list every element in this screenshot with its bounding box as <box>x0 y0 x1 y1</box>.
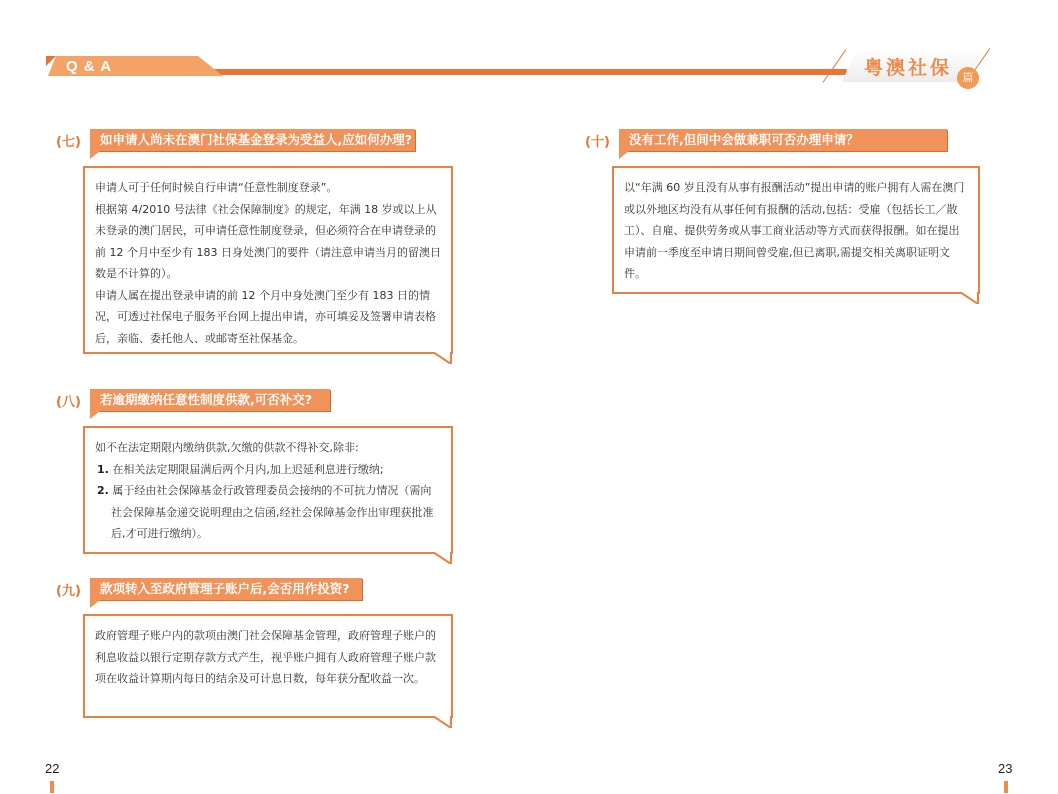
list-item: 2. 属于经由社会保障基金行政管理委员会接纳的不可抗力情况（需向社会保障基金递交说明理由之信函,经社会保障基金作出审理获批准后,才可进行缴纳）。 <box>97 484 434 540</box>
question-number: (七) <box>56 135 81 150</box>
question-title: 款项转入至政府管理子账户后,会否用作投资? <box>90 578 362 600</box>
speech-tail-icon <box>433 352 453 364</box>
answer-box <box>83 426 453 554</box>
qa-item-7 <box>56 129 456 369</box>
page-marker <box>50 781 54 793</box>
page-number-left: 22 <box>45 761 60 776</box>
header-corner-mark <box>46 56 56 66</box>
qa-item-10 <box>585 129 985 309</box>
speech-tail-icon <box>433 552 453 564</box>
qa-item-8 <box>56 389 456 564</box>
question-number: (八) <box>56 395 81 410</box>
answer-box <box>83 614 453 718</box>
speech-tail-icon <box>960 292 980 304</box>
answer-box <box>83 166 453 354</box>
qa-item-9 <box>56 578 456 728</box>
brand-title: 粤澳社保 <box>864 57 953 79</box>
brand-label <box>842 50 982 82</box>
decorative-slash <box>823 49 847 82</box>
question-title: 若逾期缴纳任意性制度供款,可否补交? <box>90 389 330 411</box>
header-rule <box>210 69 848 75</box>
brand-badge: 篇 <box>957 67 979 89</box>
question-title: 如申请人尚未在澳门社保基金登录为受益人,应如何办理? <box>90 129 415 151</box>
answer-intro: 如不在法定期限内缴纳供款,欠缴的供款不得补交,除非: <box>95 441 359 454</box>
page-number-right: 23 <box>998 761 1013 776</box>
question-number: (九) <box>56 584 81 599</box>
section-title: Q & A <box>66 58 113 75</box>
question-title: 没有工作,但间中会做兼职可否办理申请？ <box>619 129 947 151</box>
answer-paragraph: 申请人可于任何时候自行申请“任意性制度登录”。 <box>95 181 338 194</box>
speech-tail-icon <box>433 716 453 728</box>
answer-paragraph: 申请人属在提出登录申请的前 12 个月中身处澳门至少有 183 日的情况，可透过社保电子服务平台网上提出申请，亦可填妥及签署申请表格后，亲临、委托他人、或邮寄至社保基金。 <box>95 288 436 345</box>
list-item: 1. 在相关法定期限届满后两个月内,加上迟延利息进行缴纳; <box>97 462 384 476</box>
answer-box <box>612 166 980 294</box>
answer-paragraph: 根据第 4/2010 号法律《社会保障制度》的规定，年满 18 岁或以上从未登录的澳门居民，可申请任意性制度登录，但必须符合在申请登录的前 12 个月中至少有 183 日身处澳门的要件（请注意申请当月的留澳日数是不计算的）。 <box>95 202 441 280</box>
question-number: (十) <box>585 135 610 150</box>
page-marker <box>1004 781 1008 793</box>
answer-paragraph: 政府管理子账户内的款项由澳门社会保障基金管理，政府管理子账户的利息收益以银行定期存款方式产生，视乎账户拥有人政府管理子账户款项在收益计算期内每日的结余及可计息日数，每年获分配收益一次。 <box>95 629 436 685</box>
answer-paragraph: 以“年满 60 岁且没有从事有报酬活动”提出申请的账户拥有人需在澳门或以外地区均没有从事任何有报酬的活动,包括：受雇（包括长工／散工）、自雇、提供劳务或从事工商业活动等方式而获得报酬。如在提出申请前一季度至申请日期间曾受雇,但已离职,需提交相关离职证明文件。 <box>624 181 965 280</box>
